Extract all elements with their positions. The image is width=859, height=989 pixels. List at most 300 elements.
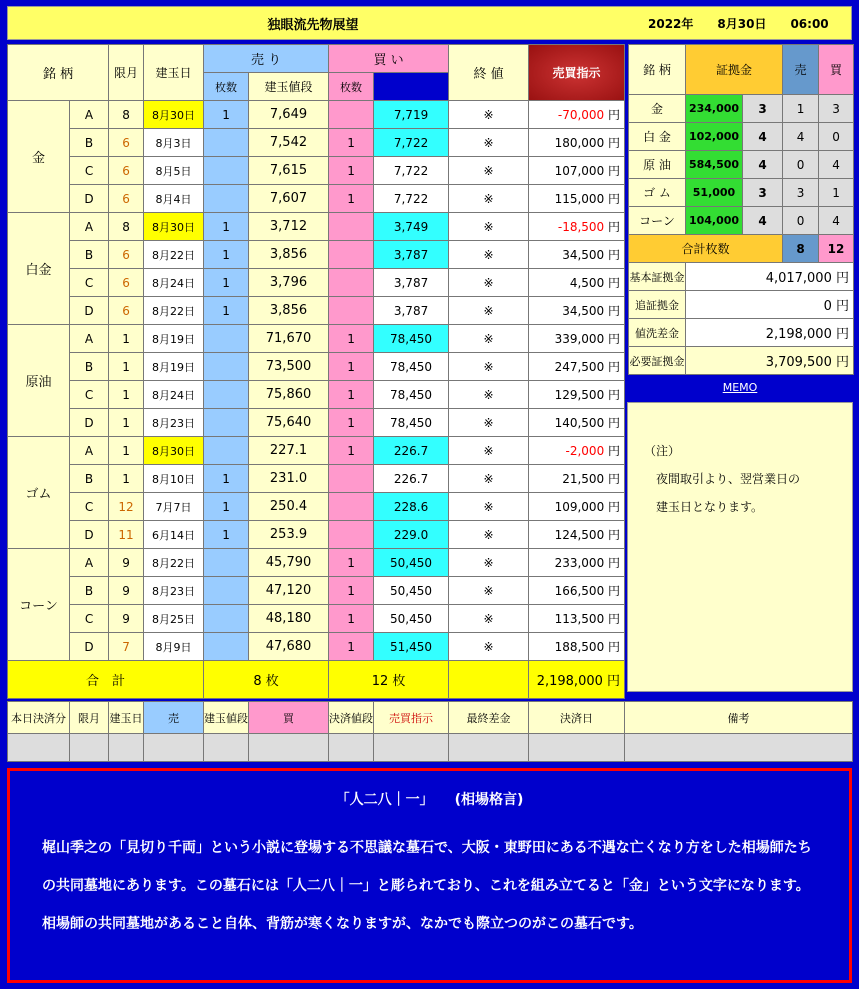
diff-value: [529, 325, 625, 353]
settle-cell[interactable]: [449, 734, 529, 762]
margin-row: [629, 123, 854, 151]
signal-mark: ※: [449, 409, 529, 437]
margin-brand: 白 金: [629, 123, 686, 151]
col-close: 終 値: [449, 45, 529, 101]
contract-label: A: [70, 437, 109, 465]
diff-amount: -2,000: [565, 444, 605, 458]
entry-date: 8月22日: [144, 297, 204, 325]
buy-qty: [329, 493, 374, 521]
contract-label: A: [70, 101, 109, 129]
sell-qty: 1: [204, 297, 249, 325]
entry-price: 7,649: [249, 101, 329, 129]
margin-table: [628, 44, 854, 375]
margin-amount: 584,500: [686, 151, 743, 179]
signal-mark: ※: [449, 297, 529, 325]
memo-panel: [627, 402, 853, 692]
entry-price: 47,680: [249, 633, 329, 661]
close-price: 50,450: [374, 577, 449, 605]
yen-unit: 円: [608, 472, 621, 486]
diff-value: [529, 241, 625, 269]
contract-month: 1: [109, 409, 144, 437]
signal-mark: ※: [449, 549, 529, 577]
positions-table: [7, 44, 625, 699]
yen-unit: 円: [608, 556, 621, 570]
entry-date: 8月24日: [144, 269, 204, 297]
margin-col-brand: 銘 柄: [629, 45, 686, 95]
memo-line: （注）: [644, 444, 681, 458]
contract-label: A: [70, 325, 109, 353]
entry-price: 75,860: [249, 381, 329, 409]
close-price: 226.7: [374, 465, 449, 493]
total-sell: 8 枚: [204, 661, 329, 699]
yen-unit: 円: [608, 388, 621, 402]
diff-value: [529, 465, 625, 493]
contract-month: 6: [109, 297, 144, 325]
close-price: 226.7: [374, 437, 449, 465]
settle-col-header: 備考: [625, 702, 853, 734]
margin-sell: 4: [783, 123, 819, 151]
entry-price: 3,856: [249, 241, 329, 269]
diff-value: [529, 521, 625, 549]
settle-cell[interactable]: [204, 734, 249, 762]
summary-label: 基本証拠金: [629, 263, 686, 291]
yen-unit: 円: [836, 327, 850, 342]
close-price: 7,719: [374, 101, 449, 129]
contract-label: A: [70, 213, 109, 241]
total-diff: 2,198,000 円: [529, 661, 625, 699]
contract-month: 1: [109, 465, 144, 493]
sell-qty: [204, 633, 249, 661]
contract-month: 9: [109, 577, 144, 605]
margin-amount: 234,000: [686, 95, 743, 123]
yen-unit: 円: [608, 276, 621, 290]
diff-amount: 34,500: [562, 248, 605, 262]
signal-mark: ※: [449, 269, 529, 297]
yen-unit: 円: [608, 360, 621, 374]
contract-month: 8: [109, 101, 144, 129]
contract-label: C: [70, 269, 109, 297]
signal-mark: ※: [449, 605, 529, 633]
entry-date: 8月19日: [144, 353, 204, 381]
entry-date: 8月30日: [144, 213, 204, 241]
settle-cell[interactable]: [329, 734, 374, 762]
settle-cell[interactable]: [249, 734, 329, 762]
entry-price: 3,712: [249, 213, 329, 241]
contract-label: C: [70, 381, 109, 409]
entry-price: 231.0: [249, 465, 329, 493]
table-row: [8, 633, 625, 661]
entry-date: 8月23日: [144, 409, 204, 437]
diff-value: [529, 549, 625, 577]
buy-qty: [329, 213, 374, 241]
sell-qty: [204, 605, 249, 633]
table-row: [8, 465, 625, 493]
buy-qty: 1: [329, 185, 374, 213]
entry-date: 6月14日: [144, 521, 204, 549]
contract-month: 6: [109, 241, 144, 269]
buy-qty: 1: [329, 437, 374, 465]
settle-cell[interactable]: [529, 734, 625, 762]
diff-value: [529, 129, 625, 157]
entry-price: 7,542: [249, 129, 329, 157]
contract-month: 6: [109, 157, 144, 185]
buy-qty: 1: [329, 157, 374, 185]
entry-date: 8月19日: [144, 325, 204, 353]
sell-qty: 1: [204, 269, 249, 297]
signal-mark: ※: [449, 577, 529, 605]
table-row: [8, 381, 625, 409]
page-title: 独眼流先物展望: [267, 17, 359, 33]
diff-amount: 107,000: [554, 164, 605, 178]
yen-unit: 円: [608, 416, 621, 430]
signal-mark: ※: [449, 633, 529, 661]
yen-unit: 円: [608, 640, 621, 654]
buy-qty: [329, 269, 374, 297]
contract-month: 6: [109, 185, 144, 213]
col-buy: 買 い: [329, 45, 449, 73]
close-price: 78,450: [374, 325, 449, 353]
margin-col-buy: 買: [819, 45, 854, 95]
yen-unit: 円: [608, 584, 621, 598]
report-date: 2022年 8月30日 06:00: [648, 16, 829, 31]
buy-qty: 1: [329, 633, 374, 661]
margin-summary-row: [629, 319, 854, 347]
commodity-name: 金: [8, 101, 70, 213]
margin-row: [629, 179, 854, 207]
close-price: 3,787: [374, 269, 449, 297]
contract-label: A: [70, 549, 109, 577]
entry-date: 8月23日: [144, 577, 204, 605]
summary-amount: 3,709,500: [765, 355, 832, 370]
commodity-name: コーン: [8, 549, 70, 661]
settle-cell[interactable]: [625, 734, 853, 762]
yen-unit: 円: [836, 299, 850, 314]
close-price: 3,749: [374, 213, 449, 241]
table-row: [8, 241, 625, 269]
settle-cell[interactable]: [8, 734, 70, 762]
signal-mark: ※: [449, 521, 529, 549]
sell-qty: 1: [204, 465, 249, 493]
settle-cell[interactable]: [374, 734, 449, 762]
yen-unit: 円: [608, 500, 621, 514]
buy-qty: 1: [329, 549, 374, 577]
settle-col-header: 最終差金: [449, 702, 529, 734]
entry-price: 250.4: [249, 493, 329, 521]
margin-units: 4: [743, 123, 783, 151]
sell-qty: [204, 437, 249, 465]
contract-month: 7: [109, 633, 144, 661]
buy-qty: 1: [329, 353, 374, 381]
table-row: [8, 577, 625, 605]
contract-label: B: [70, 465, 109, 493]
diff-amount: 166,500: [554, 584, 605, 598]
memo-header: [627, 380, 853, 400]
signal-mark: ※: [449, 353, 529, 381]
margin-col-sell: 売: [783, 45, 819, 95]
sell-qty: [204, 185, 249, 213]
table-row: [8, 101, 625, 129]
header-bar: [7, 6, 852, 40]
summary-amount: 2,198,000: [765, 327, 832, 342]
sell-qty: [204, 129, 249, 157]
margin-buy: 0: [819, 123, 854, 151]
buy-qty: 1: [329, 605, 374, 633]
yen-unit: 円: [608, 444, 621, 458]
entry-date: 8月9日: [144, 633, 204, 661]
margin-summary-row: [629, 347, 854, 375]
buy-qty: 1: [329, 129, 374, 157]
close-price: 7,722: [374, 129, 449, 157]
diff-amount: 113,500: [554, 612, 605, 626]
contract-month: 1: [109, 381, 144, 409]
entry-price: 7,607: [249, 185, 329, 213]
contract-label: D: [70, 633, 109, 661]
diff-amount: 109,000: [554, 500, 605, 514]
margin-summary-row: [629, 263, 854, 291]
margin-brand: コーン: [629, 207, 686, 235]
margin-total-buy: 12: [819, 235, 854, 263]
contract-label: C: [70, 157, 109, 185]
signal-mark: ※: [449, 157, 529, 185]
settle-col-header: 建玉値段: [204, 702, 249, 734]
contract-month: 1: [109, 325, 144, 353]
sell-qty: 1: [204, 213, 249, 241]
settle-col-header: 売買指示: [374, 702, 449, 734]
entry-price: 3,796: [249, 269, 329, 297]
sell-qty: [204, 577, 249, 605]
proverb-box: [7, 768, 852, 983]
close-price: 3,787: [374, 241, 449, 269]
table-row: [8, 297, 625, 325]
diff-value: [529, 353, 625, 381]
yen-unit: 円: [608, 304, 621, 318]
sell-qty: [204, 381, 249, 409]
entry-price: 3,856: [249, 297, 329, 325]
margin-summary-row: [629, 291, 854, 319]
diff-amount: -18,500: [557, 220, 605, 234]
sell-qty: [204, 353, 249, 381]
yen-unit: 円: [836, 355, 850, 370]
entry-date: 8月25日: [144, 605, 204, 633]
sell-qty: 1: [204, 493, 249, 521]
margin-brand: 金: [629, 95, 686, 123]
table-row: [8, 269, 625, 297]
entry-price: 75,640: [249, 409, 329, 437]
diff-value: [529, 409, 625, 437]
summary-label: 値洗差金: [629, 319, 686, 347]
yen-unit: 円: [608, 164, 621, 178]
entry-price: 45,790: [249, 549, 329, 577]
diff-amount: 140,500: [554, 416, 605, 430]
close-price: 51,450: [374, 633, 449, 661]
close-price: 78,450: [374, 353, 449, 381]
signal-mark: ※: [449, 493, 529, 521]
table-row: [8, 325, 625, 353]
sell-qty: [204, 409, 249, 437]
settle-col-header: 決済日: [529, 702, 625, 734]
diff-amount: 247,500: [554, 360, 605, 374]
summary-label: 追証拠金: [629, 291, 686, 319]
memo-link[interactable]: MEMO: [722, 381, 758, 394]
col-price: 建玉値段: [249, 73, 329, 101]
settle-col-header: 建玉日: [109, 702, 144, 734]
table-row: [8, 129, 625, 157]
memo-line: 夜間取引より、翌営業日の: [644, 472, 801, 486]
total-label: 合 計: [8, 661, 204, 699]
buy-qty: [329, 241, 374, 269]
table-row: [8, 185, 625, 213]
diff-value: [529, 269, 625, 297]
margin-total-sell: 8: [783, 235, 819, 263]
buy-qty: 1: [329, 381, 374, 409]
contract-month: 1: [109, 437, 144, 465]
contract-label: D: [70, 409, 109, 437]
table-row: [8, 409, 625, 437]
close-price: 229.0: [374, 521, 449, 549]
contract-month: 6: [109, 129, 144, 157]
table-row: [8, 157, 625, 185]
settle-cell[interactable]: [144, 734, 204, 762]
sell-qty: [204, 325, 249, 353]
diff-amount: 180,000: [554, 136, 605, 150]
margin-row: [629, 207, 854, 235]
total-buy: 12 枚: [329, 661, 449, 699]
summary-amount: 0: [823, 299, 832, 314]
contract-month: 1: [109, 353, 144, 381]
diff-value: [529, 633, 625, 661]
signal-mark: ※: [449, 213, 529, 241]
margin-sell: 1: [783, 95, 819, 123]
diff-value: [529, 213, 625, 241]
signal-mark: ※: [449, 325, 529, 353]
entry-date: 8月22日: [144, 241, 204, 269]
diff-amount: 129,500: [554, 388, 605, 402]
summary-amount: 4,017,000: [765, 271, 832, 286]
close-price: 50,450: [374, 605, 449, 633]
col-signal: 売買指示: [529, 45, 625, 101]
buy-qty: [329, 101, 374, 129]
signal-mark: ※: [449, 185, 529, 213]
close-price: 3,787: [374, 297, 449, 325]
entry-price: 48,180: [249, 605, 329, 633]
contract-label: B: [70, 353, 109, 381]
yen-unit: 円: [608, 332, 621, 346]
summary-label: 必要証拠金: [629, 347, 686, 375]
table-row: [8, 493, 625, 521]
signal-mark: ※: [449, 465, 529, 493]
diff-value: [529, 157, 625, 185]
margin-units: 4: [743, 207, 783, 235]
diff-amount: 115,000: [554, 192, 605, 206]
sell-qty: [204, 157, 249, 185]
memo-line: 建玉日となります。: [644, 500, 764, 514]
signal-mark: ※: [449, 129, 529, 157]
yen-unit: 円: [608, 528, 621, 542]
diff-value: [529, 605, 625, 633]
margin-buy: 3: [819, 95, 854, 123]
margin-buy: 1: [819, 179, 854, 207]
diff-amount: 124,500: [554, 528, 605, 542]
settle-col-header: 売: [144, 702, 204, 734]
diff-value: [529, 297, 625, 325]
margin-col-margin: 証拠金: [686, 45, 783, 95]
table-row: [8, 521, 625, 549]
close-price: 228.6: [374, 493, 449, 521]
signal-mark: ※: [449, 437, 529, 465]
yen-unit: 円: [836, 271, 850, 286]
entry-date: 8月10日: [144, 465, 204, 493]
diff-amount: 339,000: [554, 332, 605, 346]
margin-brand: 原 油: [629, 151, 686, 179]
contract-label: B: [70, 241, 109, 269]
entry-date: 8月24日: [144, 381, 204, 409]
yen-unit: 円: [608, 612, 621, 626]
diff-value: [529, 185, 625, 213]
contract-month: 9: [109, 549, 144, 577]
margin-buy: 4: [819, 151, 854, 179]
yen-unit: 円: [608, 136, 621, 150]
col-brand: 銘 柄: [8, 45, 109, 101]
settle-col-header: 本日決済分: [8, 702, 70, 734]
settle-col-header: 買: [249, 702, 329, 734]
contract-month: 12: [109, 493, 144, 521]
margin-amount: 104,000: [686, 207, 743, 235]
contract-label: D: [70, 521, 109, 549]
buy-qty: 1: [329, 577, 374, 605]
summary-value: [686, 263, 854, 291]
settle-col-header: 決済値段: [329, 702, 374, 734]
diff-value: [529, 381, 625, 409]
col-sell: 売 り: [204, 45, 329, 73]
buy-qty: [329, 297, 374, 325]
contract-month: 6: [109, 269, 144, 297]
yen-unit: 円: [608, 108, 621, 122]
margin-row: [629, 151, 854, 179]
summary-value: [686, 319, 854, 347]
entry-price: 7,615: [249, 157, 329, 185]
commodity-name: 白金: [8, 213, 70, 325]
commodity-name: ゴム: [8, 437, 70, 549]
margin-sell: 0: [783, 207, 819, 235]
margin-brand: ゴ ム: [629, 179, 686, 207]
buy-qty: 1: [329, 409, 374, 437]
contract-label: B: [70, 577, 109, 605]
diff-amount: 233,000: [554, 556, 605, 570]
sell-qty: 1: [204, 521, 249, 549]
buy-qty: [329, 465, 374, 493]
margin-row: [629, 95, 854, 123]
buy-qty: [329, 521, 374, 549]
entry-price: 227.1: [249, 437, 329, 465]
contract-month: 11: [109, 521, 144, 549]
settle-cell[interactable]: [109, 734, 144, 762]
entry-date: 8月5日: [144, 157, 204, 185]
margin-buy: 4: [819, 207, 854, 235]
margin-sell: 0: [783, 151, 819, 179]
buy-qty: 1: [329, 325, 374, 353]
contract-label: C: [70, 605, 109, 633]
contract-label: B: [70, 129, 109, 157]
settlement-table: [7, 701, 853, 762]
margin-units: 4: [743, 151, 783, 179]
signal-mark: ※: [449, 101, 529, 129]
contract-label: D: [70, 297, 109, 325]
close-price: 78,450: [374, 409, 449, 437]
settle-cell[interactable]: [70, 734, 109, 762]
margin-amount: 51,000: [686, 179, 743, 207]
diff-amount: 34,500: [562, 304, 605, 318]
table-row: [8, 605, 625, 633]
